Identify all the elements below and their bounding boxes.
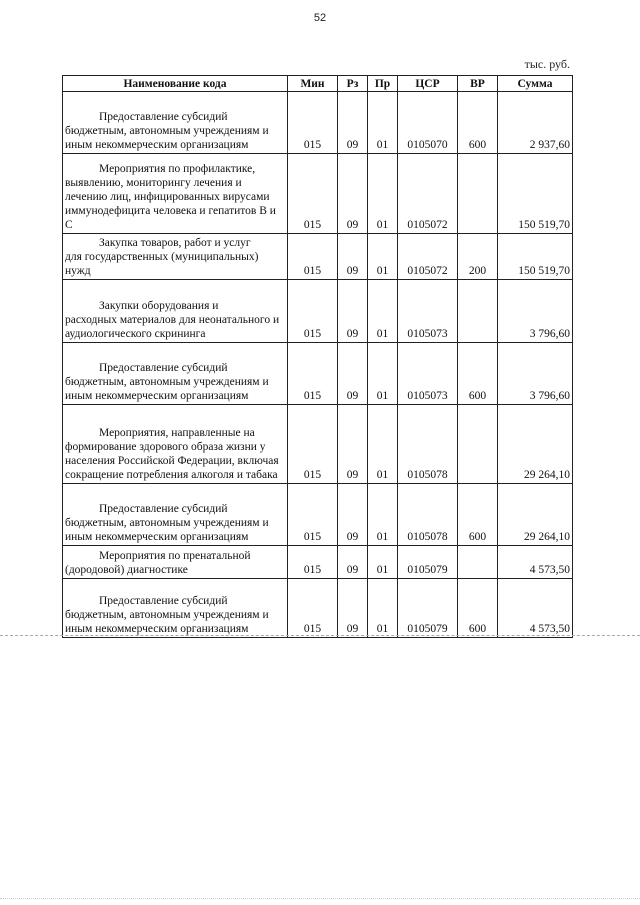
- page-divider-line: [0, 635, 640, 636]
- row-csr: 0105079: [398, 546, 458, 579]
- table-row: [63, 546, 573, 579]
- header-name: Наименование кода: [63, 76, 288, 92]
- row-name: [63, 405, 288, 484]
- row-name-first: Мероприятия по профилактике,: [99, 163, 256, 175]
- row-rz: 09: [338, 343, 368, 405]
- row-name-first: Предоставление субсидий: [99, 503, 228, 515]
- row-name-first: Мероприятия по пренатальной: [99, 550, 251, 562]
- row-min: 015: [288, 154, 338, 234]
- row-name: [63, 579, 288, 638]
- row-min: 015: [288, 405, 338, 484]
- row-min: 015: [288, 92, 338, 154]
- row-name: [63, 92, 288, 154]
- row-sum: 29 264,10: [498, 484, 573, 546]
- row-sum: 2 937,60: [498, 92, 573, 154]
- row-pr: 01: [368, 234, 398, 280]
- table-row: [63, 154, 573, 234]
- row-csr: 0105079: [398, 579, 458, 638]
- row-min: 015: [288, 579, 338, 638]
- row-min: 015: [288, 484, 338, 546]
- row-min: 015: [288, 234, 338, 280]
- row-name: [63, 280, 288, 343]
- row-name: [63, 154, 288, 234]
- row-name-rest: бюджетным, автономным учреждениям и иным некоммерческим организациям: [65, 609, 269, 635]
- row-sum: 3 796,60: [498, 280, 573, 343]
- row-pr: 01: [368, 484, 398, 546]
- budget-table: [62, 75, 573, 638]
- row-sum: 150 519,70: [498, 154, 573, 234]
- row-name: [63, 546, 288, 579]
- row-name-first: Предоставление субсидий: [99, 362, 228, 374]
- row-vr: 600: [458, 92, 498, 154]
- page-number: 52: [313, 12, 327, 24]
- row-min: 015: [288, 343, 338, 405]
- row-rz: 09: [338, 579, 368, 638]
- row-name-rest: (дородовой) диагностике: [65, 564, 188, 576]
- header-sum: Сумма: [498, 76, 573, 92]
- row-name-rest: формирование здорового образа жизни у населения Российской Федерации, включая сокращение потребления алкоголя и табака: [65, 441, 279, 481]
- bottom-edge-line: [0, 898, 640, 899]
- row-name-rest: расходных материалов для неонатального и аудиологического скрининга: [65, 314, 280, 340]
- row-rz: 09: [338, 234, 368, 280]
- table-row: [63, 405, 573, 484]
- table-row: [63, 234, 573, 280]
- header-row: [63, 76, 573, 92]
- row-name-rest: бюджетным, автономным учреждениям и иным некоммерческим организациям: [65, 517, 269, 543]
- row-name-first: Мероприятия, направленные на: [99, 427, 255, 439]
- row-csr: 0105072: [398, 234, 458, 280]
- row-csr: 0105078: [398, 484, 458, 546]
- row-min: 015: [288, 280, 338, 343]
- table-row: [63, 280, 573, 343]
- row-name-rest: бюджетным, автономным учреждениям и иным некоммерческим организациям: [65, 125, 269, 151]
- row-sum: 3 796,60: [498, 343, 573, 405]
- row-sum: 29 264,10: [498, 405, 573, 484]
- row-vr: 600: [458, 343, 498, 405]
- row-name-rest: выявлению, мониторингу лечения и лечению лиц, инфицированных вирусами иммунодефицита человека и гепатитов В и С: [65, 177, 276, 231]
- table-row: [63, 92, 573, 154]
- header-vr: ВР: [458, 76, 498, 92]
- row-name: [63, 484, 288, 546]
- row-vr: [458, 405, 498, 484]
- header-min: Мин: [288, 76, 338, 92]
- header-csr: ЦСР: [398, 76, 458, 92]
- table-row: [63, 579, 573, 638]
- table-row: [63, 343, 573, 405]
- row-csr: 0105073: [398, 343, 458, 405]
- row-rz: 09: [338, 405, 368, 484]
- row-vr: [458, 154, 498, 234]
- row-pr: 01: [368, 546, 398, 579]
- row-name: [63, 343, 288, 405]
- row-vr: 200: [458, 234, 498, 280]
- row-min: 015: [288, 546, 338, 579]
- header-pr: Пр: [368, 76, 398, 92]
- row-name-first: Предоставление субсидий: [99, 595, 228, 607]
- row-name-rest: для государственных (муниципальных) нужд: [65, 251, 259, 277]
- row-name-first: Закупка товаров, работ и услуг: [99, 237, 251, 249]
- row-vr: [458, 280, 498, 343]
- table-row: [63, 484, 573, 546]
- row-rz: 09: [338, 92, 368, 154]
- row-pr: 01: [368, 154, 398, 234]
- units-label: тыс. руб.: [524, 57, 570, 71]
- row-name-first: Предоставление субсидий: [99, 111, 228, 123]
- row-vr: 600: [458, 484, 498, 546]
- row-pr: 01: [368, 405, 398, 484]
- row-csr: 0105073: [398, 280, 458, 343]
- row-name-first: Закупки оборудования и: [99, 300, 219, 312]
- row-sum: 150 519,70: [498, 234, 573, 280]
- row-name: [63, 234, 288, 280]
- row-csr: 0105070: [398, 92, 458, 154]
- row-pr: 01: [368, 92, 398, 154]
- row-sum: 4 573,50: [498, 579, 573, 638]
- row-vr: [458, 546, 498, 579]
- row-csr: 0105078: [398, 405, 458, 484]
- row-pr: 01: [368, 579, 398, 638]
- row-rz: 09: [338, 546, 368, 579]
- row-name-rest: бюджетным, автономным учреждениям и иным некоммерческим организациям: [65, 376, 269, 402]
- header-rz: Рз: [338, 76, 368, 92]
- row-pr: 01: [368, 280, 398, 343]
- row-csr: 0105072: [398, 154, 458, 234]
- row-pr: 01: [368, 343, 398, 405]
- row-vr: 600: [458, 579, 498, 638]
- row-rz: 09: [338, 280, 368, 343]
- row-rz: 09: [338, 484, 368, 546]
- row-sum: 4 573,50: [498, 546, 573, 579]
- row-rz: 09: [338, 154, 368, 234]
